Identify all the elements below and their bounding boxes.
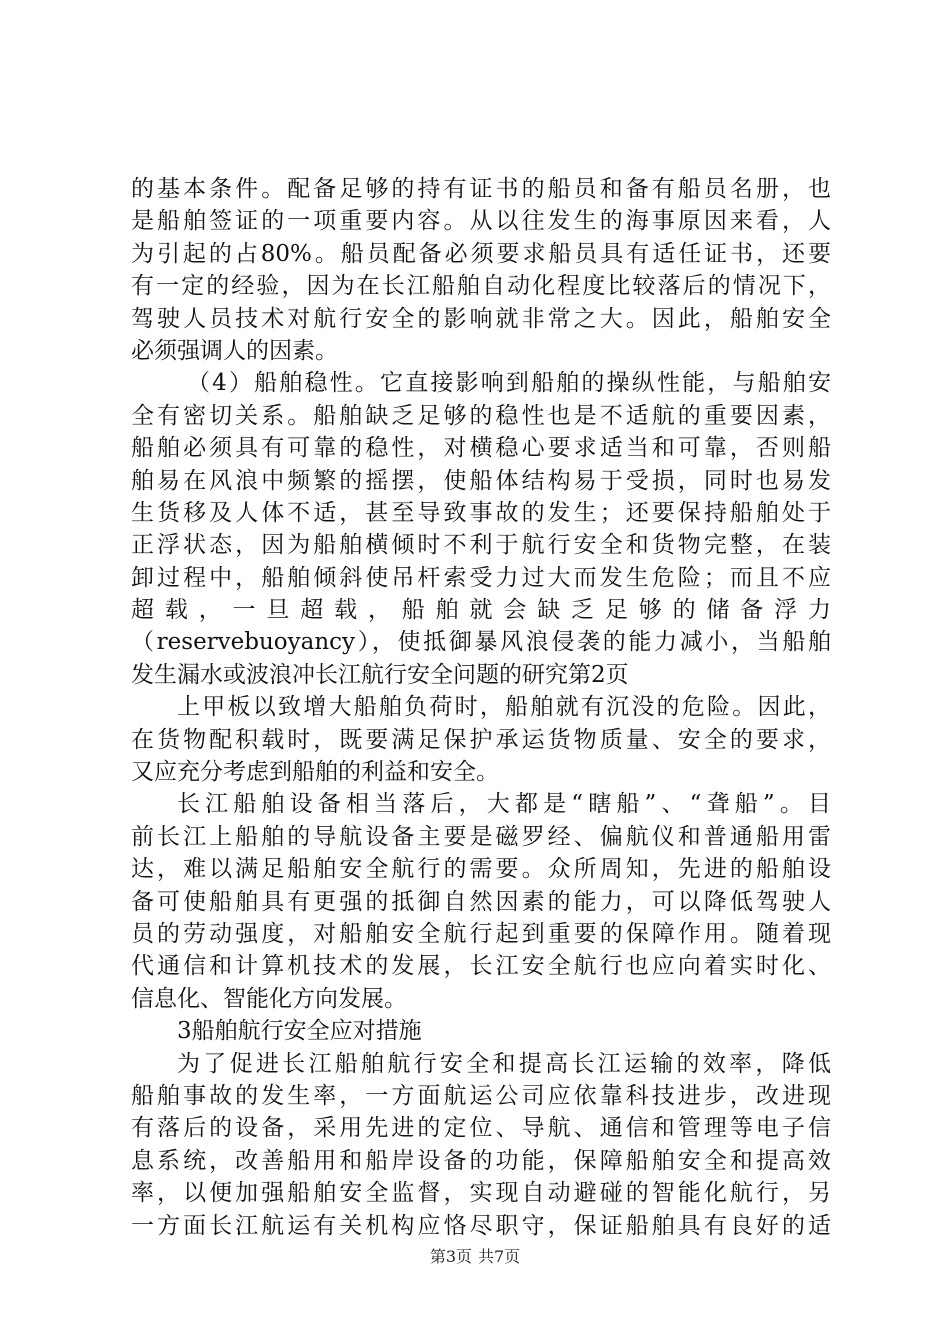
text-line: 长江船舶设备相当落后，大都是“瞎船”、“聋船”。目	[177, 791, 831, 818]
text-line: 生货移及人体不适，甚至导致事故的发生；还要保持船舶处于	[131, 499, 831, 526]
text-line: 卸过程中，船舶倾斜使吊杆索受力过大而发生危险；而且不应	[131, 564, 831, 591]
text-line: （reservebuoyancy），使抵御暴风浪侵袭的能力减小，当船舶	[131, 629, 831, 656]
text-line: （4）船舶稳性。它直接影响到船舶的操纵性能，与船舶安	[187, 370, 831, 397]
text-line: 为了促进长江船舶航行安全和提高长江运输的效率，降低	[177, 1050, 831, 1077]
text-line: 超载，一旦超载，船舶就会缺乏足够的储备浮力	[131, 597, 831, 624]
text-line: 代通信和计算机技术的发展，长江安全航行也应向着实时化、	[131, 953, 831, 980]
document-body	[131, 173, 831, 1242]
text-line: 的基本条件。配备足够的持有证书的船员和备有船员名册，也	[131, 176, 831, 202]
text-line: 员的劳动强度，对船舶安全航行起到重要的保障作用。随着现	[131, 920, 831, 947]
text-line: 舶易在风浪中频繁的摇摆，使船体结构易于受损，同时也易发	[131, 467, 831, 494]
text-line: 息系统，改善船用和船岸设备的功能，保障船舶安全和提高效	[131, 1147, 831, 1174]
text-line: 为引起的占80%。船员配备必须要求船员具有适任证书，还要	[131, 240, 831, 267]
text-line: 有一定的经验，因为在长江船舶自动化程度比较落后的情况下，	[131, 273, 831, 300]
page-number: 第3页	[429, 1247, 472, 1266]
text-line: 前长江上船舶的导航设备主要是磁罗经、偏航仪和普通船用雷	[131, 823, 831, 850]
page-footer	[0, 1247, 950, 1267]
text-line: 是船舶签证的一项重要内容。从以往发生的海事原因来看，人	[131, 208, 831, 235]
page-total: 共7页	[478, 1247, 521, 1266]
text-line: 驾驶人员技术对航行安全的影响就非常之大。因此，船舶安全	[131, 305, 831, 332]
text-line: 船舶事故的发生率，一方面航运公司应依靠科技进步，改进现	[131, 1082, 831, 1109]
text-line: 船舶必须具有可靠的稳性，对横稳心要求适当和可靠，否则船	[131, 435, 831, 462]
section-heading: 3船舶航行安全应对措施	[177, 1018, 422, 1045]
text-line: 信息化、智能化方向发展。	[131, 985, 407, 1012]
text-line: 在货物配积载时，既要满足保护承运货物质量、安全的要求，	[131, 726, 831, 753]
text-line: 有落后的设备，采用先进的定位、导航、通信和管理等电子信	[131, 1115, 831, 1142]
text-line: 又应充分考虑到船舶的利益和安全。	[131, 759, 499, 786]
text-line: 全有密切关系。船舶缺乏足够的稳性也是不适航的重要因素，	[131, 402, 831, 429]
text-line: 必须强调人的因素。	[131, 337, 338, 364]
text-line: 发生漏水或波浪冲长江航行安全问题的研究第2页	[131, 661, 629, 688]
text-line: 达，难以满足船舶安全航行的需要。众所周知，先进的船舶设	[131, 856, 831, 883]
text-line: 正浮状态，因为船舶横倾时不利于航行安全和货物完整，在装	[131, 532, 831, 559]
text-line: 率，以便加强船舶安全监督，实现自动避碰的智能化航行，另	[131, 1180, 831, 1207]
text-line: 备可使船舶具有更强的抵御自然因素的能力，可以降低驾驶人	[131, 888, 831, 915]
text-line: 一方面长江航运有关机构应恪尽职守，保证船舶具有良好的适	[131, 1212, 831, 1239]
text-line: 上甲板以致增大船舶负荷时，船舶就有沉没的危险。因此，	[177, 694, 831, 721]
